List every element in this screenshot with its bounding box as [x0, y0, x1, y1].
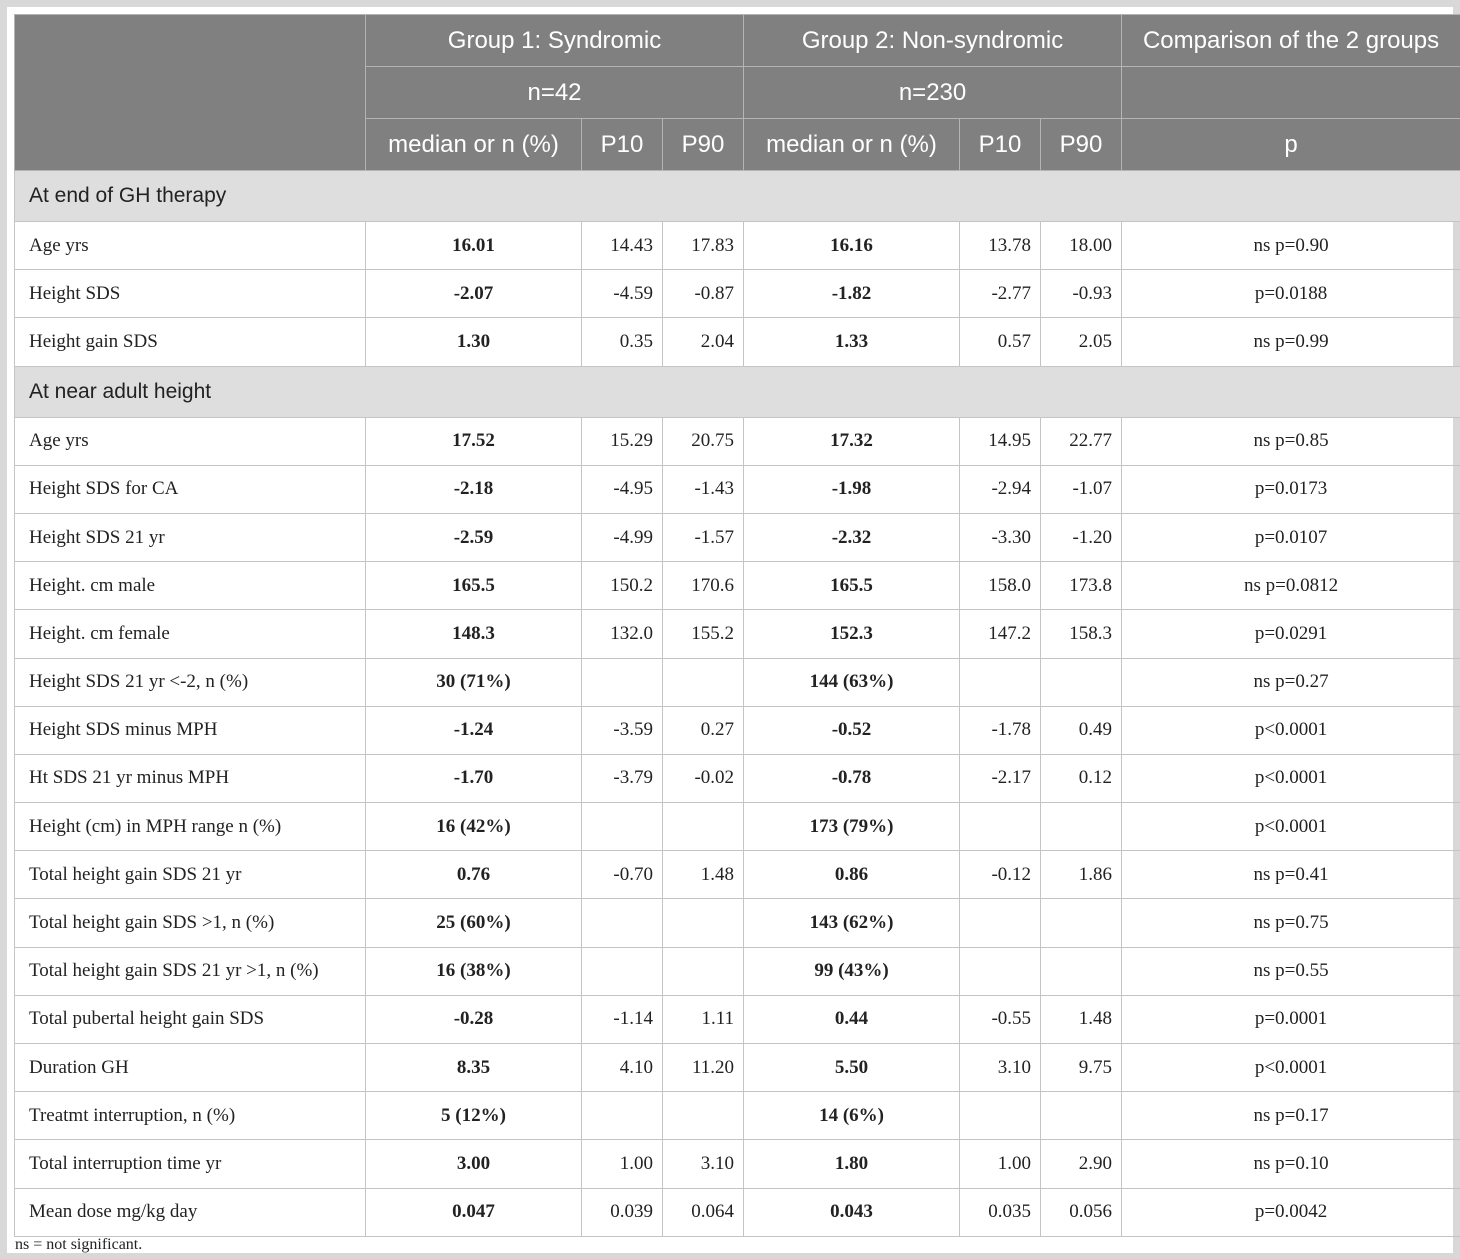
header-comparison: Comparison of the 2 groups	[1122, 15, 1460, 67]
table-row	[15, 513, 1460, 561]
g1-median-cell: -1.70	[366, 754, 582, 802]
g1-median-cell: 30 (71%)	[366, 658, 582, 706]
header-g1-p90: P90	[663, 119, 744, 171]
g2-median-cell: -0.52	[744, 706, 960, 754]
p-value-cell: ns p=0.41	[1122, 851, 1460, 899]
p-value-cell: ns p=0.90	[1122, 222, 1460, 270]
p-value-cell: ns p=0.55	[1122, 947, 1460, 995]
g2-median-cell: 0.86	[744, 851, 960, 899]
g2-p90-cell: 1.86	[1041, 851, 1122, 899]
g1-p10-cell: -0.70	[582, 851, 663, 899]
g2-median-cell: 1.33	[744, 318, 960, 366]
g2-p10-cell: -0.55	[960, 995, 1041, 1043]
g2-p10-cell: 0.57	[960, 318, 1041, 366]
g2-median-cell: -1.82	[744, 270, 960, 318]
table-row	[15, 754, 1460, 802]
g2-median-cell: 17.32	[744, 417, 960, 465]
row-label: Total height gain SDS 21 yr	[15, 851, 366, 899]
row-label: Mean dose mg/kg day	[15, 1188, 366, 1236]
header-g2-p10: P10	[960, 119, 1041, 171]
g2-median-cell: 165.5	[744, 562, 960, 610]
header-comparison-blank	[1122, 67, 1460, 119]
g1-p90-cell: 2.04	[663, 318, 744, 366]
g2-p10-cell: 13.78	[960, 222, 1041, 270]
header-group2: Group 2: Non-syndromic	[744, 15, 1122, 67]
g2-p10-cell: 0.035	[960, 1188, 1041, 1236]
g2-p90-cell	[1041, 899, 1122, 947]
g1-p10-cell	[582, 1092, 663, 1140]
table-row	[15, 658, 1460, 706]
g1-median-cell: 0.76	[366, 851, 582, 899]
g2-p10-cell: 147.2	[960, 610, 1041, 658]
g1-p90-cell: 0.27	[663, 706, 744, 754]
header-g1-median: median or n (%)	[366, 119, 582, 171]
g2-median-cell: 173 (79%)	[744, 803, 960, 851]
g1-p10-cell: -1.14	[582, 995, 663, 1043]
g2-p90-cell	[1041, 803, 1122, 851]
g1-median-cell: 16 (42%)	[366, 803, 582, 851]
p-value-cell: p<0.0001	[1122, 754, 1460, 802]
g2-p90-cell: 22.77	[1041, 417, 1122, 465]
table-row	[15, 899, 1460, 947]
g1-p90-cell: -0.02	[663, 754, 744, 802]
g2-median-cell: -2.32	[744, 513, 960, 561]
g2-median-cell: 14 (6%)	[744, 1092, 960, 1140]
p-value-cell: ns p=0.75	[1122, 899, 1460, 947]
g1-median-cell: 165.5	[366, 562, 582, 610]
p-value-cell: ns p=0.10	[1122, 1140, 1460, 1188]
g1-p10-cell	[582, 947, 663, 995]
g2-p90-cell: 18.00	[1041, 222, 1122, 270]
row-label: Treatmt interruption, n (%)	[15, 1092, 366, 1140]
g1-p90-cell: 11.20	[663, 1044, 744, 1092]
table-row	[15, 1044, 1460, 1092]
header-g1-p10: P10	[582, 119, 663, 171]
row-label: Total pubertal height gain SDS	[15, 995, 366, 1043]
table-body	[15, 171, 1460, 1237]
g1-median-cell: 3.00	[366, 1140, 582, 1188]
g1-p90-cell	[663, 658, 744, 706]
g1-median-cell: 25 (60%)	[366, 899, 582, 947]
g2-p10-cell	[960, 1092, 1041, 1140]
g1-p10-cell: 132.0	[582, 610, 663, 658]
row-label: Height. cm female	[15, 610, 366, 658]
section-row	[15, 366, 1460, 417]
g1-p90-cell: -1.43	[663, 465, 744, 513]
g1-median-cell: 1.30	[366, 318, 582, 366]
table-row	[15, 803, 1460, 851]
g1-p10-cell	[582, 899, 663, 947]
g2-p10-cell: -2.17	[960, 754, 1041, 802]
g1-p90-cell: 155.2	[663, 610, 744, 658]
header-group1: Group 1: Syndromic	[366, 15, 744, 67]
g2-p90-cell	[1041, 1092, 1122, 1140]
header-p: p	[1122, 119, 1460, 171]
g1-p10-cell: 1.00	[582, 1140, 663, 1188]
g1-p10-cell: 14.43	[582, 222, 663, 270]
g2-median-cell: 0.043	[744, 1188, 960, 1236]
g1-p10-cell: -4.59	[582, 270, 663, 318]
g1-median-cell: 148.3	[366, 610, 582, 658]
g1-median-cell: 16 (38%)	[366, 947, 582, 995]
row-label: Height SDS 21 yr	[15, 513, 366, 561]
g2-median-cell: 144 (63%)	[744, 658, 960, 706]
g2-p10-cell: 14.95	[960, 417, 1041, 465]
g2-median-cell: 0.44	[744, 995, 960, 1043]
p-value-cell: p=0.0042	[1122, 1188, 1460, 1236]
g1-p90-cell: 1.11	[663, 995, 744, 1043]
header-n1: n=42	[366, 67, 744, 119]
table-row	[15, 851, 1460, 899]
g2-p90-cell	[1041, 947, 1122, 995]
row-label: Height (cm) in MPH range n (%)	[15, 803, 366, 851]
g2-p90-cell: -1.07	[1041, 465, 1122, 513]
g1-median-cell: 16.01	[366, 222, 582, 270]
row-label: Age yrs	[15, 222, 366, 270]
g1-p90-cell: 1.48	[663, 851, 744, 899]
g2-p90-cell: 0.056	[1041, 1188, 1122, 1236]
g1-p90-cell: 20.75	[663, 417, 744, 465]
g1-p10-cell: 0.35	[582, 318, 663, 366]
table-row	[15, 947, 1460, 995]
g2-p10-cell: 1.00	[960, 1140, 1041, 1188]
g1-p90-cell: -0.87	[663, 270, 744, 318]
g2-p90-cell: 1.48	[1041, 995, 1122, 1043]
table-row	[15, 318, 1460, 366]
row-label: Total height gain SDS >1, n (%)	[15, 899, 366, 947]
g2-p10-cell: -1.78	[960, 706, 1041, 754]
p-value-cell: p=0.0291	[1122, 610, 1460, 658]
g2-median-cell: -0.78	[744, 754, 960, 802]
row-label: Height SDS minus MPH	[15, 706, 366, 754]
g2-p10-cell: 158.0	[960, 562, 1041, 610]
results-table	[14, 14, 1460, 1237]
g1-p10-cell: -3.79	[582, 754, 663, 802]
p-value-cell: p=0.0173	[1122, 465, 1460, 513]
g1-p90-cell: 0.064	[663, 1188, 744, 1236]
section-title: At end of GH therapy	[15, 171, 1460, 222]
g1-p10-cell: -3.59	[582, 706, 663, 754]
table-row	[15, 270, 1460, 318]
g2-p10-cell: 3.10	[960, 1044, 1041, 1092]
g2-median-cell: 16.16	[744, 222, 960, 270]
table-row	[15, 610, 1460, 658]
table-row	[15, 562, 1460, 610]
g1-p10-cell: -4.95	[582, 465, 663, 513]
row-label: Age yrs	[15, 417, 366, 465]
table-row	[15, 222, 1460, 270]
g2-p90-cell: 158.3	[1041, 610, 1122, 658]
g1-p10-cell: 15.29	[582, 417, 663, 465]
g1-p90-cell	[663, 803, 744, 851]
g1-p90-cell: 3.10	[663, 1140, 744, 1188]
table-row	[15, 995, 1460, 1043]
g2-median-cell: 143 (62%)	[744, 899, 960, 947]
g2-p90-cell: 173.8	[1041, 562, 1122, 610]
g2-median-cell: 5.50	[744, 1044, 960, 1092]
g2-p10-cell	[960, 658, 1041, 706]
g1-p10-cell: -4.99	[582, 513, 663, 561]
p-value-cell: ns p=0.99	[1122, 318, 1460, 366]
row-label: Duration GH	[15, 1044, 366, 1092]
p-value-cell: ns p=0.27	[1122, 658, 1460, 706]
g1-median-cell: -2.59	[366, 513, 582, 561]
g2-p90-cell: 0.12	[1041, 754, 1122, 802]
table-header	[15, 15, 1460, 171]
g2-p10-cell	[960, 947, 1041, 995]
p-value-cell: ns p=0.85	[1122, 417, 1460, 465]
g1-p90-cell: -1.57	[663, 513, 744, 561]
g1-p10-cell: 0.039	[582, 1188, 663, 1236]
header-g2-p90: P90	[1041, 119, 1122, 171]
g2-p10-cell: -2.94	[960, 465, 1041, 513]
header-n2: n=230	[744, 67, 1122, 119]
g2-median-cell: 152.3	[744, 610, 960, 658]
g2-p10-cell	[960, 803, 1041, 851]
g1-p10-cell: 150.2	[582, 562, 663, 610]
row-label: Height SDS for CA	[15, 465, 366, 513]
g2-median-cell: 99 (43%)	[744, 947, 960, 995]
g2-p90-cell: 2.05	[1041, 318, 1122, 366]
g2-median-cell: 1.80	[744, 1140, 960, 1188]
p-value-cell: p=0.0107	[1122, 513, 1460, 561]
section-row	[15, 171, 1460, 222]
p-value-cell: p=0.0188	[1122, 270, 1460, 318]
p-value-cell: p<0.0001	[1122, 706, 1460, 754]
row-label: Ht SDS 21 yr minus MPH	[15, 754, 366, 802]
g1-p10-cell: 4.10	[582, 1044, 663, 1092]
g1-median-cell: -0.28	[366, 995, 582, 1043]
p-value-cell: ns p=0.17	[1122, 1092, 1460, 1140]
table-row	[15, 706, 1460, 754]
p-value-cell: p<0.0001	[1122, 803, 1460, 851]
row-label: Height gain SDS	[15, 318, 366, 366]
g2-p90-cell	[1041, 658, 1122, 706]
g1-p90-cell	[663, 1092, 744, 1140]
g2-p90-cell: 0.49	[1041, 706, 1122, 754]
header-g2-median: median or n (%)	[744, 119, 960, 171]
row-label: Total interruption time yr	[15, 1140, 366, 1188]
header-blank-cell	[15, 15, 366, 171]
g2-p90-cell: -1.20	[1041, 513, 1122, 561]
g2-p10-cell: -0.12	[960, 851, 1041, 899]
section-title: At near adult height	[15, 366, 1460, 417]
row-label: Height. cm male	[15, 562, 366, 610]
g1-median-cell: -1.24	[366, 706, 582, 754]
table-row	[15, 465, 1460, 513]
g1-median-cell: -2.07	[366, 270, 582, 318]
table-row	[15, 1188, 1460, 1236]
g2-p10-cell: -2.77	[960, 270, 1041, 318]
g2-p10-cell	[960, 899, 1041, 947]
g1-median-cell: 8.35	[366, 1044, 582, 1092]
g2-p90-cell: 2.90	[1041, 1140, 1122, 1188]
table-row	[15, 417, 1460, 465]
g1-median-cell: 17.52	[366, 417, 582, 465]
g1-p90-cell: 170.6	[663, 562, 744, 610]
table-row	[15, 1092, 1460, 1140]
g1-median-cell: 0.047	[366, 1188, 582, 1236]
row-label: Height SDS	[15, 270, 366, 318]
footnote: ns = not significant.	[15, 1236, 143, 1253]
g1-median-cell: -2.18	[366, 465, 582, 513]
p-value-cell: p<0.0001	[1122, 1044, 1460, 1092]
g1-p90-cell	[663, 899, 744, 947]
table-row	[15, 1140, 1460, 1188]
p-value-cell: p=0.0001	[1122, 995, 1460, 1043]
g2-p90-cell: -0.93	[1041, 270, 1122, 318]
g1-p90-cell: 17.83	[663, 222, 744, 270]
g2-p10-cell: -3.30	[960, 513, 1041, 561]
row-label: Total height gain SDS 21 yr >1, n (%)	[15, 947, 366, 995]
g1-p10-cell	[582, 803, 663, 851]
g1-p90-cell	[663, 947, 744, 995]
g2-median-cell: -1.98	[744, 465, 960, 513]
g1-p10-cell	[582, 658, 663, 706]
g2-p90-cell: 9.75	[1041, 1044, 1122, 1092]
p-value-cell: ns p=0.0812	[1122, 562, 1460, 610]
row-label: Height SDS 21 yr <-2, n (%)	[15, 658, 366, 706]
g1-median-cell: 5 (12%)	[366, 1092, 582, 1140]
